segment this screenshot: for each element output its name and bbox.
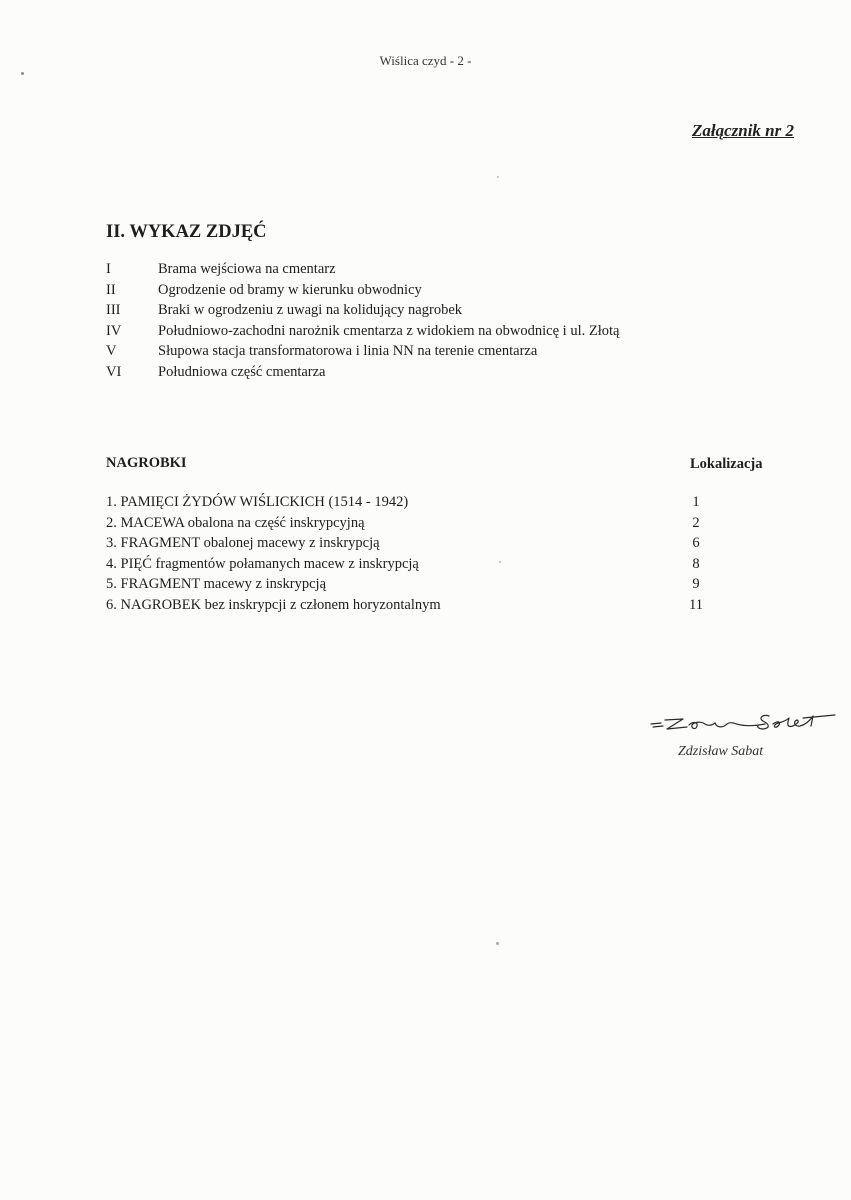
nagrobki-title: NAGROBKI <box>106 455 187 471</box>
photo-number: VI <box>106 363 122 380</box>
scan-speck <box>497 176 499 178</box>
nagrobek-description: 3. FRAGMENT obalonej macewy z inskrypcją <box>106 535 380 551</box>
photo-number: V <box>106 343 117 359</box>
photo-number: I <box>106 261 111 277</box>
scan-speck <box>21 72 24 75</box>
photo-item <box>106 341 806 362</box>
photo-number: II <box>106 281 116 298</box>
scan-speck <box>499 561 501 563</box>
nagrobek-description: 1. PAMIĘCI ŻYDÓW WIŚLICKICH (1514 - 1942) <box>106 494 409 510</box>
photo-number: III <box>106 302 121 318</box>
nagrobki-list <box>106 492 746 615</box>
nagrobek-item <box>106 533 746 554</box>
photo-number: IV <box>106 322 122 339</box>
photo-description: Braki w ogrodzeniu z uwagi na kolidujący nagrobek <box>158 302 463 318</box>
handwritten-signature <box>645 700 845 740</box>
photo-item <box>106 280 806 301</box>
photo-description: Brama wejściowa na cmentarz <box>158 261 336 277</box>
nagrobek-location: 1 <box>692 494 700 510</box>
photo-description: Południowa część cmentarza <box>158 363 326 380</box>
signer-name: Zdzisław Sabat <box>678 744 764 759</box>
annex-label: Załącznik nr 2 <box>691 121 794 140</box>
photo-item <box>106 362 806 383</box>
nagrobek-description: 5. FRAGMENT macewy z inskrypcją <box>106 576 327 592</box>
nagrobek-location: 2 <box>692 514 700 531</box>
nagrobek-location: 9 <box>692 576 700 592</box>
photos-section-title: II. WYKAZ ZDJĘĆ <box>106 222 267 242</box>
photo-description: Słupowa stacja transformatorowa i linia NN na terenie cmentarza <box>158 343 538 359</box>
photo-list <box>106 259 806 382</box>
page-header: Wiślica czyd - 2 - <box>379 53 472 68</box>
nagrobek-description: 2. MACEWA obalona na część inskrypcyjną <box>106 514 365 531</box>
nagrobek-item <box>106 513 746 534</box>
lokalizacja-header: Lokalizacja <box>690 456 763 472</box>
nagrobek-description: 6. NAGROBEK bez inskrypcji z członem horyzontalnym <box>106 596 441 613</box>
nagrobek-item <box>106 574 746 595</box>
scan-speck <box>496 942 499 945</box>
nagrobek-item <box>106 492 746 513</box>
nagrobek-description: 4. PIĘĆ fragmentów połamanych macew z inskrypcją <box>106 555 419 572</box>
photo-description: Ogrodzenie od bramy w kierunku obwodnicy <box>158 281 422 298</box>
photo-item <box>106 300 806 321</box>
nagrobek-location: 8 <box>692 555 700 572</box>
nagrobek-location: 6 <box>692 535 700 551</box>
nagrobek-item <box>106 595 746 616</box>
photo-item <box>106 259 806 280</box>
photo-item <box>106 321 806 342</box>
nagrobek-item <box>106 554 746 575</box>
photo-description: Południowo-zachodni narożnik cmentarza z widokiem na obwodnicę i ul. Złotą <box>158 322 620 339</box>
nagrobek-location: 11 <box>689 596 703 613</box>
